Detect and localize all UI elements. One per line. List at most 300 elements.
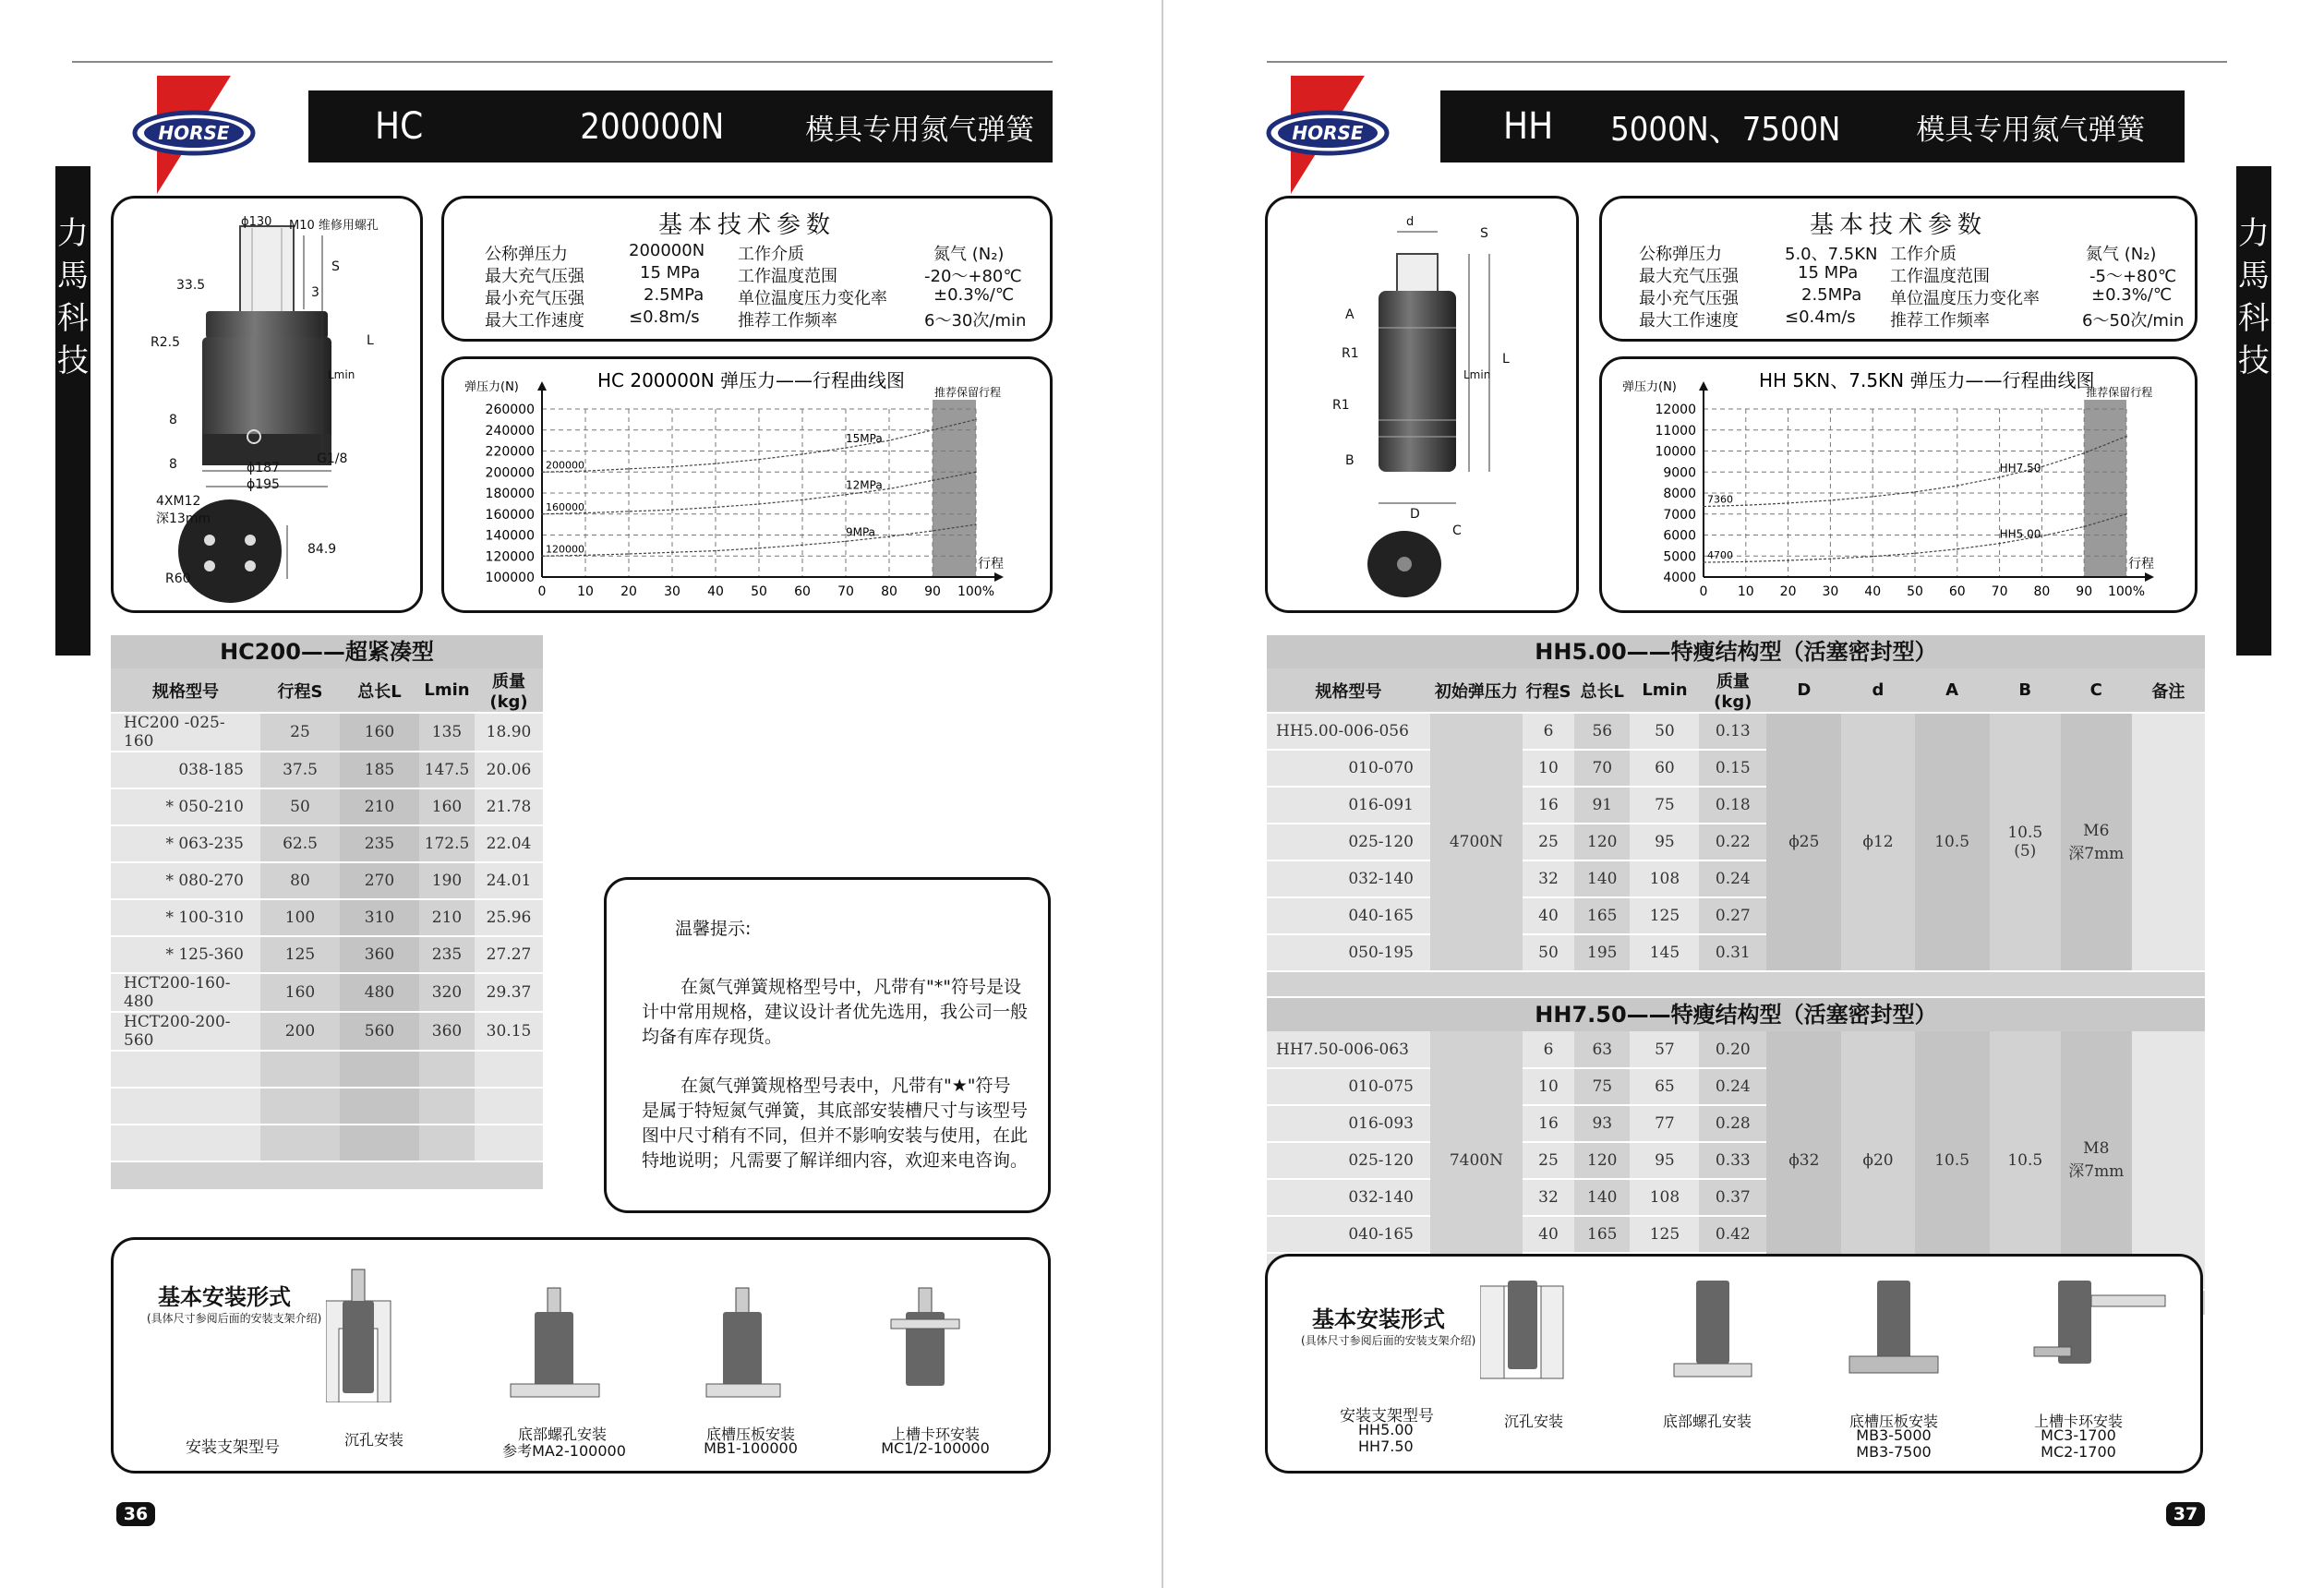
table-cell: 25.96 [475,899,543,936]
data-point [584,555,586,557]
spec-key: 推荐工作频率 [1890,311,1990,331]
data-point [2125,513,2127,515]
table-cell: 6 [1523,1031,1574,1068]
data-point [628,553,630,555]
dim-label: B [1345,453,1355,468]
table-cell: 0.28 [1699,1105,1766,1142]
table-cell: 0.37 [1699,1179,1766,1216]
x-tick-label: 40 [1864,584,1882,599]
install-item-name: 底部螺孔安装 [517,1426,607,1443]
table-cell: 50 [260,788,340,825]
table-cell: 16 [1523,1105,1574,1142]
y-tick-label: 200000 [485,465,535,481]
table-cell: 125 [1630,1216,1699,1253]
table-cell: 125 [260,936,340,973]
dim-label: ϕ195 [247,477,280,492]
side-tab [2236,166,2271,656]
series-start-label: 200000 [546,459,584,472]
spec-key: 工作介质 [738,245,804,264]
table-cell: 195 [1574,934,1630,971]
cell-line: 10.5 [2007,824,2043,842]
table-cell: 010-070 [1267,750,1430,787]
data-point [541,513,543,515]
table-cell: 95 [1630,824,1699,860]
y-tick-label: 7000 [1663,507,1696,523]
y-axis-arrow [537,381,547,391]
dim-label: 4XM12 [156,494,201,509]
reserve-stroke-region [933,400,976,577]
install-item-name: 上槽卡环安装 [890,1426,980,1443]
x-axis-arrow [994,572,1004,582]
specs-panel [1599,196,2198,342]
dim-label: 深13mm [156,511,211,526]
table-cell: ϕ20 [1841,1031,1914,1290]
data-point [975,523,977,525]
table-cell: 56 [1574,713,1630,750]
y-tick-label: 240000 [485,423,535,439]
table-header: 质量(kg) [475,668,543,713]
table-cell: 20.06 [475,752,543,788]
table-cell: 21.78 [475,788,543,825]
notice-panel [604,877,1051,1213]
table-cell: 10.5 [1915,713,1990,971]
horse-logo [1263,76,1392,194]
table-cell: 235 [340,825,419,862]
top-rule [72,61,1053,63]
x-tick-label: 80 [881,584,897,599]
table-row [111,713,543,752]
spec-key: 最大充气压强 [485,267,584,286]
table-header: Lmin [1630,668,1699,713]
spec-key: 最大充气压强 [1639,267,1739,286]
data-point [1999,476,2001,478]
data-point [1703,561,1704,563]
table-cell: 0.20 [1699,1031,1766,1068]
force-stroke-chart [1602,359,2195,610]
data-point [2041,466,2043,468]
data-point [2083,526,2085,528]
table-header: 总长L [340,668,419,713]
table-cell: 360 [340,936,419,973]
title-force: 5000N、7500N [1610,110,1841,149]
side-tab-char: 馬 [2238,258,2270,295]
table-cell: HCT200-200-560 [111,1012,260,1051]
install-panel [1265,1254,2203,1474]
table-cell: HCT200-160-480 [111,973,260,1012]
table-cell: 0.13 [1699,713,1766,750]
install-model-value: HH7.50 [1358,1438,1414,1455]
table-title: HH7.50——特瘦结构型（活塞密封型） [1267,998,2205,1031]
x-tick-label: 0 [537,584,547,599]
table-row [111,1125,543,1161]
table-cell: 270 [340,862,419,899]
table-cell: 140 [1574,1179,1630,1216]
title-desc: 模具专用氮气弹簧 [1916,113,2146,147]
data-point [2083,452,2085,454]
series-name-label: 12MPa [846,478,883,492]
install-model-label: 安装支架型号 [186,1438,280,1457]
table-cell [1990,713,2061,971]
table-cell [419,1088,475,1125]
table-cell: 016-091 [1267,787,1430,824]
y-tick-label: 180000 [485,487,535,501]
x-tick-label: 20 [620,584,637,599]
spec-key: 工作温度范围 [1890,267,1990,286]
table-cell: 60 [1630,750,1699,787]
dim-label: S [1480,226,1488,241]
spec-key: 工作介质 [1890,245,1957,264]
table-header: 行程S [260,668,340,713]
table-cell: 70 [1574,750,1630,787]
table-cell: 108 [1630,1179,1699,1216]
data-point [1999,543,2001,545]
data-point [1957,548,1958,550]
install-panel [111,1237,1051,1474]
series-start-label: 7360 [1707,493,1733,506]
dim-label: 3 [311,285,319,300]
data-point [758,459,760,461]
table-cell [419,1051,475,1088]
table-cell: 75 [1630,787,1699,824]
table-cell: 30.15 [475,1012,543,1051]
data-point [888,535,890,537]
table-header: D [1766,668,1841,713]
table-cell: ϕ12 [1841,713,1914,971]
table-cell: 050-195 [1267,934,1430,971]
table-cell [2132,713,2205,971]
data-point [1788,502,1789,504]
table-cell: 125 [1630,897,1699,934]
table-cell: 0.42 [1699,1216,1766,1253]
page-number: 36 [116,1502,155,1526]
y-tick-label: 11000 [1655,423,1696,439]
table-cell [111,1051,260,1088]
data-point [541,471,543,473]
table-cell [2061,1031,2132,1290]
dim-label: 8 [169,457,177,472]
data-point [801,499,803,501]
table-cell: * 100-310 [111,899,260,936]
data-point [671,466,673,468]
table-row [1267,713,2205,750]
spec-key: 公称弹压力 [1639,245,1722,264]
table-cell: 160 [260,973,340,1012]
table-cell [1267,971,2205,997]
spec-table-hh [1267,635,2205,1244]
table-row [111,752,543,788]
dim-label: R1 [1332,398,1350,413]
table-cell: HC200 -025-160 [111,713,260,752]
series-start-label: 120000 [546,543,584,556]
table-cell [260,1088,340,1125]
data-point [584,470,586,472]
x-tick-label: 60 [1948,584,1966,599]
table-cell: 75 [1574,1068,1630,1105]
table-header: C [2061,668,2132,713]
table-header: B [1990,668,2061,713]
data-point [801,453,803,455]
install-counterbore [1480,1281,1563,1378]
table-header: 质量(kg) [1699,668,1766,713]
install-model-label: 安装支架型号 [1340,1407,1434,1426]
title-force: 200000N [580,106,725,147]
series-name-label: HH7.50 [1999,461,2041,475]
table-cell: 40 [1523,897,1574,934]
spec-value: 15 MPa [640,263,701,283]
table-cell: 0.33 [1699,1142,1766,1179]
dim-label: S [331,259,340,274]
table-title: HC200——超紧凑型 [111,635,543,668]
table-cell: 320 [419,973,475,1012]
table-cell: 18.90 [475,713,543,752]
table-cell: 16 [1523,787,1574,824]
table-cell: 0.24 [1699,1068,1766,1105]
data-point [932,530,933,532]
install-bottom-clamp [1849,1281,1938,1373]
reserve-stroke-label: 推荐保留行程 [2086,386,2153,399]
x-tick-label: 100% [957,584,995,599]
x-axis-title: 行程 [2128,557,2154,571]
notice-title: 温馨提示: [675,919,752,939]
table-cell: ϕ25 [1766,713,1841,971]
spec-value: ≤0.8m/s [629,307,700,327]
table-row [111,973,543,1012]
title-model: HC [375,105,424,148]
table-header: 总长L [1574,668,1630,713]
dim-label: C [1452,523,1462,538]
dim-label: D [1410,507,1420,522]
install-item-code: MB3-7500 [1856,1443,1932,1461]
y-tick-label: 100000 [485,571,535,585]
table-cell: 010-075 [1267,1068,1430,1105]
table-cell [111,1125,260,1161]
table-cell: 0.22 [1699,824,1766,860]
table-cell: 0.31 [1699,934,1766,971]
install-counterbore [326,1269,391,1402]
table-row [1267,1031,2205,1068]
table-cell: 25 [1523,824,1574,860]
table-cell: 0.24 [1699,860,1766,897]
y-tick-label: 6000 [1663,528,1696,544]
x-tick-label: 50 [1907,584,1923,599]
table-cell: 40 [1523,1216,1574,1253]
cell-line: M8 [2083,1139,2110,1158]
series-start-label: 160000 [546,500,584,513]
table-cell: 4700N [1430,713,1523,971]
title-desc: 模具专用氮气弹簧 [805,113,1035,147]
table-cell: 160 [340,713,419,752]
table-cell: 025-120 [1267,1142,1430,1179]
table-header: Lmin [419,668,475,713]
spec-value: ≤0.4m/s [1785,307,1856,327]
data-point [1745,561,1747,563]
spec-key: 推荐工作频率 [738,311,837,331]
data-point [888,439,890,441]
table-cell: 360 [419,1012,475,1051]
y-tick-label: 120000 [485,549,535,565]
y-axis-arrow [1699,381,1708,391]
dim-label: L [1502,352,1510,367]
dim-label: d [1406,215,1415,229]
y-tick-label: 220000 [485,444,535,460]
spec-value: 2.5MPa [1801,285,1862,305]
install-item-code: 参考MA2-100000 [502,1442,626,1460]
dim-label: ϕ187 [247,461,280,475]
install-subtitle: (具体尺寸参阅后面的安装支架介绍) [147,1312,322,1325]
spec-table [1267,668,2205,998]
data-point [758,547,760,549]
table-header: 行程S [1523,668,1574,713]
install-title: 基本安装形式 [158,1284,291,1310]
table-cell: 62.5 [260,825,340,862]
spring-drawing [1268,198,1576,610]
spec-value: -5～+80℃ [2089,267,2177,286]
table-cell: 65 [1630,1068,1699,1105]
spec-key: 最大工作速度 [1639,311,1739,331]
table-cell: 210 [340,788,419,825]
series-name-label: 15MPa [846,432,883,446]
table-cell: 32 [1523,1179,1574,1216]
table-row-blank [1267,971,2205,997]
table-cell [260,1051,340,1088]
table-cell: 165 [1574,1216,1630,1253]
table-row [111,788,543,825]
table-header: 规格型号 [111,668,260,713]
data-point [1914,552,1916,554]
table-cell: 120 [1574,824,1630,860]
table-cell: 50 [1630,713,1699,750]
install-item-code: MB1-100000 [704,1439,798,1457]
spec-table-hc200 [111,635,543,1189]
y-tick-label: 5000 [1663,549,1696,565]
horse-logo [129,76,259,194]
table-cell [475,1051,543,1088]
data-point [584,512,586,514]
x-tick-label: 60 [794,584,811,599]
product-drawing-panel [111,196,423,613]
data-point [845,494,847,496]
install-subtitle: (具体尺寸参阅后面的安装支架介绍) [1301,1334,1476,1347]
x-tick-label: 10 [1737,584,1754,599]
table-cell: 24.01 [475,862,543,899]
side-tab-char: 力 [2238,215,2270,252]
table-cell: 560 [340,1012,419,1051]
chart-title: HC 200000N 弹压力——行程曲线图 [597,369,906,391]
table-cell: 040-165 [1267,897,1430,934]
x-tick-label: 70 [837,584,854,599]
spec-value: 200000N [629,241,705,260]
install-item-name: 底槽压板安装 [705,1426,795,1443]
table-cell: 038-185 [111,752,260,788]
data-point [1872,496,1873,498]
cell-line: 深7mm [2068,1162,2125,1181]
install-item-code: MC2-1700 [2041,1443,2116,1461]
spec-key: 单位温度压力变化率 [1890,289,2040,308]
table-cell: 10.5 [1915,1031,1990,1290]
page-gutter [1162,0,1163,1588]
x-tick-label: 90 [924,584,941,599]
spec-value: 2.5MPa [644,285,704,305]
table-cell [419,1125,475,1161]
side-tab-char: 力 [57,215,89,252]
table-header: 初始弹压力 [1430,668,1523,713]
table-header: A [1915,668,1990,713]
table-cell [340,1088,419,1125]
x-axis-arrow [2145,572,2154,582]
table-cell: 210 [419,899,475,936]
table-cell: 310 [340,899,419,936]
table-cell: 120 [1574,1142,1630,1179]
table-cell: 7400N [1430,1031,1523,1290]
side-tab-char: 科 [2238,300,2270,337]
install-item-code: MB3-5000 [1856,1426,1932,1444]
install-title: 基本安装形式 [1312,1306,1445,1332]
dim-label: ϕ130 [241,215,272,229]
table-cell: 25 [1523,1142,1574,1179]
x-tick-label: 40 [707,584,724,599]
table-cell: * 080-270 [111,862,260,899]
data-point [1703,506,1704,508]
install-item-code: MC1/2-100000 [881,1439,990,1457]
spec-value: 氮气 (N₂) [933,245,1005,264]
table-cell [2132,1031,2205,1290]
table-cell: 63 [1574,1031,1630,1068]
reserve-stroke-label: 推荐保留行程 [934,386,1002,399]
table-cell: 10 [1523,750,1574,787]
data-point [715,550,716,552]
data-point [845,447,847,449]
table-cell: 145 [1630,934,1699,971]
data-point [932,429,933,431]
table-cell: 80 [260,862,340,899]
dim-label: R60 [165,571,191,586]
cell-line: (5) [2014,842,2037,860]
spec-table [111,668,543,1162]
install-bottom-clamp [706,1288,780,1397]
y-axis-title: 弹压力(N) [464,380,519,394]
table-cell [111,1088,260,1125]
table-cell: 27.27 [475,936,543,973]
data-point [671,551,673,553]
data-point [932,480,933,482]
side-tab-char: 技 [57,343,89,379]
table-cell: 480 [340,973,419,1012]
x-tick-label: 0 [1699,584,1708,599]
spring-drawing [114,198,420,610]
install-model-value: HH5.00 [1358,1421,1414,1438]
data-point [541,555,543,557]
table-cell [475,1088,543,1125]
spec-key: 公称弹压力 [485,245,568,264]
x-tick-label: 30 [1822,584,1839,599]
spec-key: 最大工作速度 [485,311,584,331]
table-cell: 50 [1523,934,1574,971]
install-bottom-screw [1674,1281,1752,1377]
top-rule [1267,61,2227,63]
side-tab-char: 技 [2238,343,2270,379]
spec-key: 工作温度范围 [738,267,837,286]
install-item-name: 底槽压板安装 [1848,1413,1938,1430]
specs-panel [441,196,1053,342]
cell-line: 10.5 [2007,1150,2043,1170]
table-cell: 235 [419,936,475,973]
table-row [111,862,543,899]
table-cell: 040-165 [1267,1216,1430,1253]
spec-key: 最小充气压强 [1639,289,1739,308]
spec-value: 15 MPa [1798,263,1859,283]
install-item-name: 沉孔安装 [344,1431,404,1449]
data-point [845,541,847,543]
